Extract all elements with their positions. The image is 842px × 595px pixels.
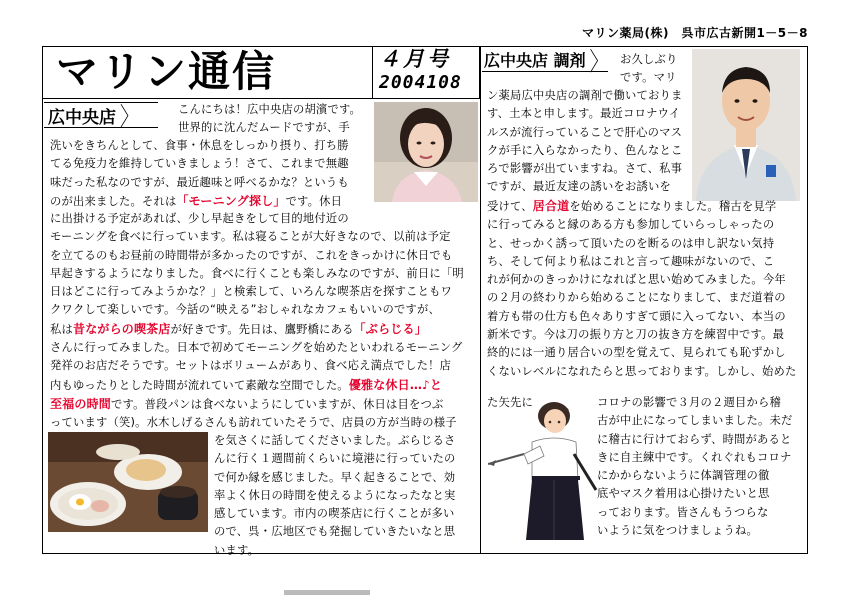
text-line: モーニングを食べに行っています。私は寝ることが大好きなので、以前は予定 xyxy=(50,230,451,244)
text-line: きに自主練中です。くれぐれもコロナ xyxy=(597,450,792,464)
text-line: いように気をつけましょうね。 xyxy=(597,524,758,538)
text-line xyxy=(50,395,475,414)
left-section-label: 広中央店 xyxy=(48,107,116,128)
text-run: 内もゆったりとした時間が流れていて素敵な空間でした。 xyxy=(50,378,349,392)
text-run: 私は xyxy=(50,322,73,336)
text-line: コロナの影響で３月の２週目から稽 xyxy=(597,396,781,409)
highlight-morning-search: 「モーニング探し」 xyxy=(176,193,286,208)
text-line: 世界的に沈んだムードですが、手 xyxy=(178,121,350,135)
text-line: に行ってみると縁のある方も参加していらっしゃったの xyxy=(487,218,775,232)
text-line: 古が中止になってしまいました。未だ xyxy=(597,414,793,428)
text-line: クワクして楽しいです。今話の“映える”おしゃれなカフェもいいのですが、 xyxy=(50,303,441,317)
text-line: れが何かのきっかけになればと思い始めてみました。今年 xyxy=(487,273,786,287)
right-intro-narrow xyxy=(620,51,690,88)
iaido-illustration xyxy=(488,394,598,544)
highlight-iaido: 居合道 xyxy=(532,199,570,213)
left-intro xyxy=(178,101,374,138)
text-line: 底やマスク着用は心掛けたいと思 xyxy=(597,487,770,501)
highlight-elegant-holiday: 優雅な休日…♪と xyxy=(348,377,443,392)
text-line: す、土本と申します。最近コロナウイ xyxy=(487,107,681,121)
text-line: んに行く１週間前くらいに境港に行っていたの xyxy=(214,452,456,466)
text-line xyxy=(487,197,803,216)
staff-photo-right xyxy=(692,49,800,201)
highlight-brazil: 「ぶらじる」 xyxy=(353,321,427,336)
newsletter-title: マリン通信 xyxy=(56,47,277,96)
right-intro-body xyxy=(487,87,691,197)
text-line: ので、呉・広地区でも発掘していきたいなと思 xyxy=(214,525,456,539)
text-line: さんに行ってみました。日本で初めてモーニングを始めたといわれるモーニング xyxy=(50,341,463,355)
text-line: 早起きするようになりました。食べに行くことも楽しみなのですが、前日に「明 xyxy=(50,266,464,280)
right-section-tag xyxy=(482,46,608,77)
text-run: のが出来ました。それは xyxy=(50,194,177,208)
column-divider xyxy=(480,46,481,554)
text-line: 新米です。今は刀の振り方と刀の抜き方を練習中です。最 xyxy=(487,328,785,342)
text-line: 感しています。市内の喫茶店に行くことが多い xyxy=(214,507,455,521)
text-line: 日はどこに行ってみようかな？」と検索して、いろんな喫茶店を探すこともワ xyxy=(50,285,453,299)
text-line: います。 xyxy=(214,543,260,557)
text-line: 洗いをきちんとして、食事・休息をしっかり摂り、打ち勝 xyxy=(50,139,349,152)
text-line: と、せっかく誘って頂いたのを断るのは申し訳ない気持 xyxy=(487,236,775,250)
text-line: です。マリ xyxy=(620,71,677,85)
text-line: てる免疫力を維持していきましょう！さて、これまで無趣 xyxy=(50,157,349,171)
text-line: 率よく休日の時間を使えるようになったなと実 xyxy=(214,488,456,502)
text-run: を始めることになりました。稽古を見学 xyxy=(569,200,777,213)
left-body-1 xyxy=(50,137,375,211)
chevron-right-icon: 〉 xyxy=(120,102,138,132)
issue-box xyxy=(373,46,480,99)
issue-month: ４月号 xyxy=(379,47,451,71)
text-line: の２月の終わりから始めることになりまして、まだ道着の xyxy=(487,291,786,305)
text-line xyxy=(50,376,475,395)
text-line: ン薬局広中央店の調剤で働いておりま xyxy=(487,89,683,102)
text-line: ですが、最近友達の誘いをお誘いを xyxy=(487,180,671,194)
left-section-tag xyxy=(44,102,158,132)
right-bottom-body xyxy=(597,394,803,540)
text-line: を立てるのもお昼前の時間帯が多かったのですが、これをきっかけに休日でも xyxy=(50,248,453,262)
staff-photo-left xyxy=(374,102,478,202)
text-line: に出掛ける予定があれば、少し早起きをして目的地付近の xyxy=(50,212,349,225)
breakfast-photo xyxy=(48,432,208,532)
chevron-right-icon: 〉 xyxy=(589,46,608,77)
right-section-label: 広中央店 調剤 xyxy=(484,51,586,70)
header-address: マリン薬局(株) 呉市広古新開1－5－8 xyxy=(581,26,808,40)
text-line: で何か縁を感じました。早く起きることで、効 xyxy=(214,470,456,484)
text-line: っております。皆さんもうつらな xyxy=(597,505,769,519)
text-line: ち、そして何より私はこれと言って趣味がないので、こ xyxy=(487,254,775,268)
text-line: 着方も帯の仕方も色々ありすぎて頭に入ってない、本当の xyxy=(487,309,786,323)
left-body-side xyxy=(214,432,476,560)
text-run: です。休日 xyxy=(285,194,343,208)
text-run: が好きです。先日は、鷹野橋にある xyxy=(170,322,354,336)
text-line: 発祥のお店だそうです。セットはボリュームがあり、食べ応え満点でした！店 xyxy=(50,359,452,373)
text-line: お久しぶり xyxy=(620,53,678,66)
text-run: 受けて、 xyxy=(487,200,533,213)
highlight-old-cafe: 昔ながらの喫茶店 xyxy=(73,321,171,336)
text-line: ルスが流行っていることで肝心のマス xyxy=(487,125,683,139)
text-run: です。普段パンは食べないようにしていますが、休日は目をつぶ xyxy=(111,397,444,411)
highlight-bliss: 至福の時間 xyxy=(50,396,112,411)
text-line xyxy=(50,320,475,339)
right-body xyxy=(487,197,803,381)
text-line: くないレベルになれたらと思っております。しかし、始めた xyxy=(487,364,797,378)
text-line: 味だった私なのですが、最近趣味と呼べるかな？というも xyxy=(50,175,349,189)
text-line: ろで影響が出ていますね。さて、私事 xyxy=(487,162,683,176)
issue-date: 2004108 xyxy=(379,72,462,93)
text-line: に稽古に行けておらず、時間があると xyxy=(597,432,792,446)
text-line: た矢先に xyxy=(487,396,533,409)
text-line: 終的には一通り居合いの型を覚えて、見られても恥ずかし xyxy=(487,346,786,360)
text-line: こんにちは！広中央店の胡濱です。 xyxy=(178,103,362,116)
page-edge-artifact xyxy=(284,590,370,595)
text-line: を気さくに話してくださいました。ぶらじるさ xyxy=(214,434,456,447)
left-body-2 xyxy=(50,210,475,433)
text-line: っています（笑)。水木しげるさんも訪れていたそうで、店員の方が当時の様子 xyxy=(50,416,457,430)
text-line: クが手に入らなかったり、色んなとこ xyxy=(487,143,683,157)
text-line: にかからないように体調管理の徹 xyxy=(597,469,770,483)
text-line xyxy=(50,192,375,211)
